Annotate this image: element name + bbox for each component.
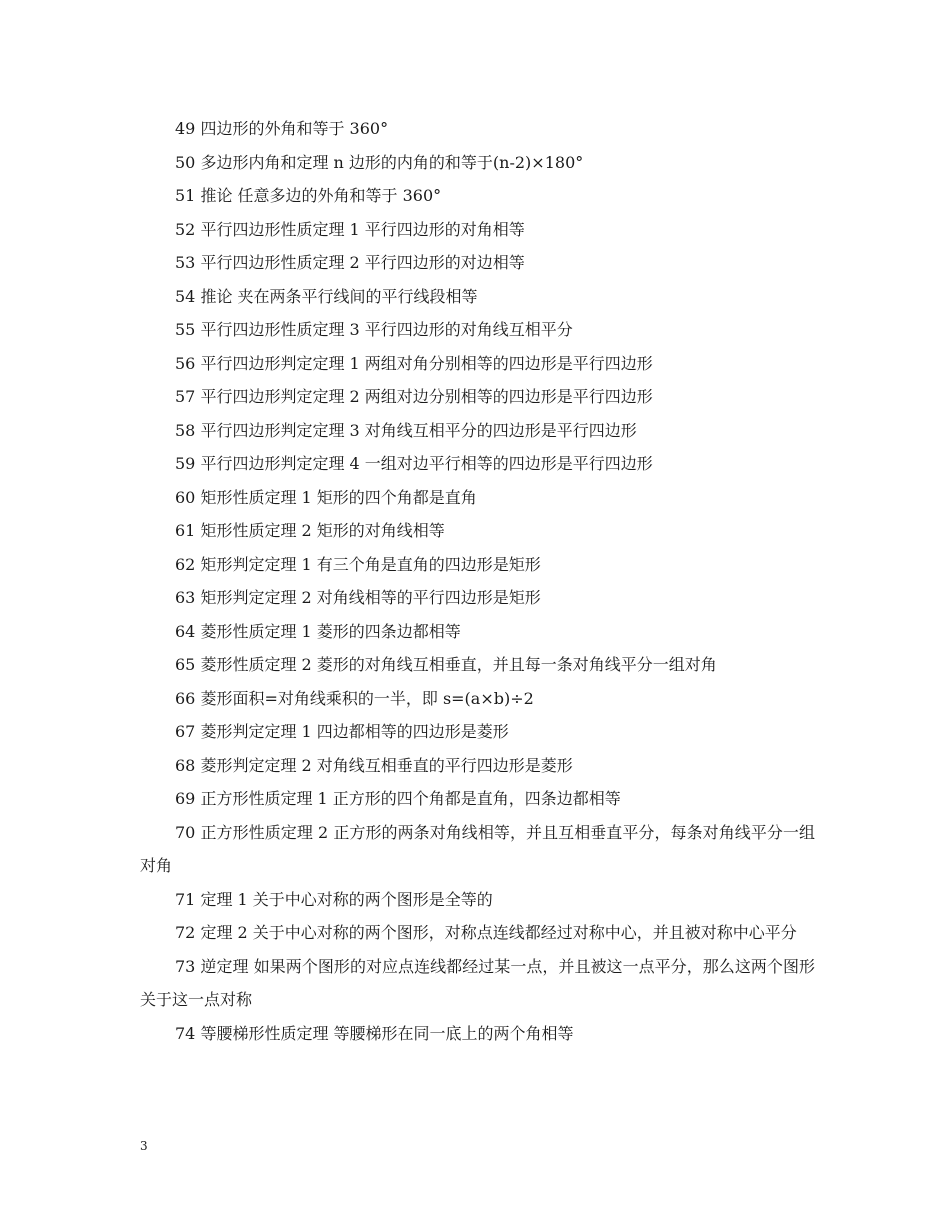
paragraph-57: 57 平行四边形判定定理 2 两组对边分别相等的四边形是平行四边形 [175, 387, 653, 406]
paragraph-67: 67 菱形判定定理 1 四边都相等的四边形是菱形 [175, 722, 509, 741]
paragraph-52: 52 平行四边形性质定理 1 平行四边形的对角相等 [175, 219, 525, 239]
document-body [140, 112, 815, 1050]
paragraph-58: 58 平行四边形判定定理 3 对角线互相平分的四边形是平行四边形 [175, 420, 637, 440]
paragraph-68: 68 菱形判定定理 2 对角线互相垂直的平行四边形是菱形 [175, 755, 573, 775]
paragraph-69: 69 正方形性质定理 1 正方形的四个角都是直角，四条边都相等 [175, 789, 621, 808]
paragraph-72: 72 定理 2 关于中心对称的两个图形，对称点连线都经过对称中心，并且被对称中心平分 [175, 923, 797, 942]
paragraph-50: 50 多边形内角和定理 n 边形的内角的和等于(n-2)×180° [175, 152, 584, 172]
paragraph-59: 59 平行四边形判定定理 4 一组对边平行相等的四边形是平行四边形 [175, 454, 653, 473]
paragraph-53: 53 平行四边形性质定理 2 平行四边形的对边相等 [175, 253, 525, 272]
paragraph-65: 65 菱形性质定理 2 菱形的对角线互相垂直，并且每一条对角线平分一组对角 [175, 655, 717, 674]
paragraph-70: 70 正方形性质定理 2 正方形的两条对角线相等，并且互相垂直平分，每条对角线平分一组对角 [140, 822, 815, 875]
paragraph-49: 49 四边形的外角和等于 360° [175, 119, 389, 138]
paragraph-71: 71 定理 1 关于中心对称的两个图形是全等的 [175, 889, 493, 909]
page-number: 3 [140, 1139, 148, 1153]
paragraph-63: 63 矩形判定定理 2 对角线相等的平行四边形是矩形 [175, 588, 541, 607]
paragraph-51: 51 推论 任意多边的外角和等于 360° [175, 186, 442, 205]
paragraph-74: 74 等腰梯形性质定理 等腰梯形在同一底上的两个角相等 [175, 1023, 574, 1043]
paragraph-55: 55 平行四边形性质定理 3 平行四边形的对角线互相平分 [175, 320, 573, 339]
paragraph-62: 62 矩形判定定理 1 有三个角是直角的四边形是矩形 [175, 554, 541, 574]
paragraph-66: 66 菱形面积=对角线乘积的一半，即 s=(a×b)÷2 [175, 688, 534, 708]
paragraph-54: 54 推论 夹在两条平行线间的平行线段相等 [175, 286, 478, 306]
paragraph-60: 60 矩形性质定理 1 矩形的四个角都是直角 [175, 487, 477, 507]
paragraph-56: 56 平行四边形判定定理 1 两组对角分别相等的四边形是平行四边形 [175, 353, 653, 373]
paragraph-64: 64 菱形性质定理 1 菱形的四条边都相等 [175, 621, 461, 641]
paragraph-73: 73 逆定理 如果两个图形的对应点连线都经过某一点，并且被这一点平分，那么这两个图形关于这一点对称 [140, 956, 815, 1009]
paragraph-61: 61 矩形性质定理 2 矩形的对角线相等 [175, 521, 445, 540]
